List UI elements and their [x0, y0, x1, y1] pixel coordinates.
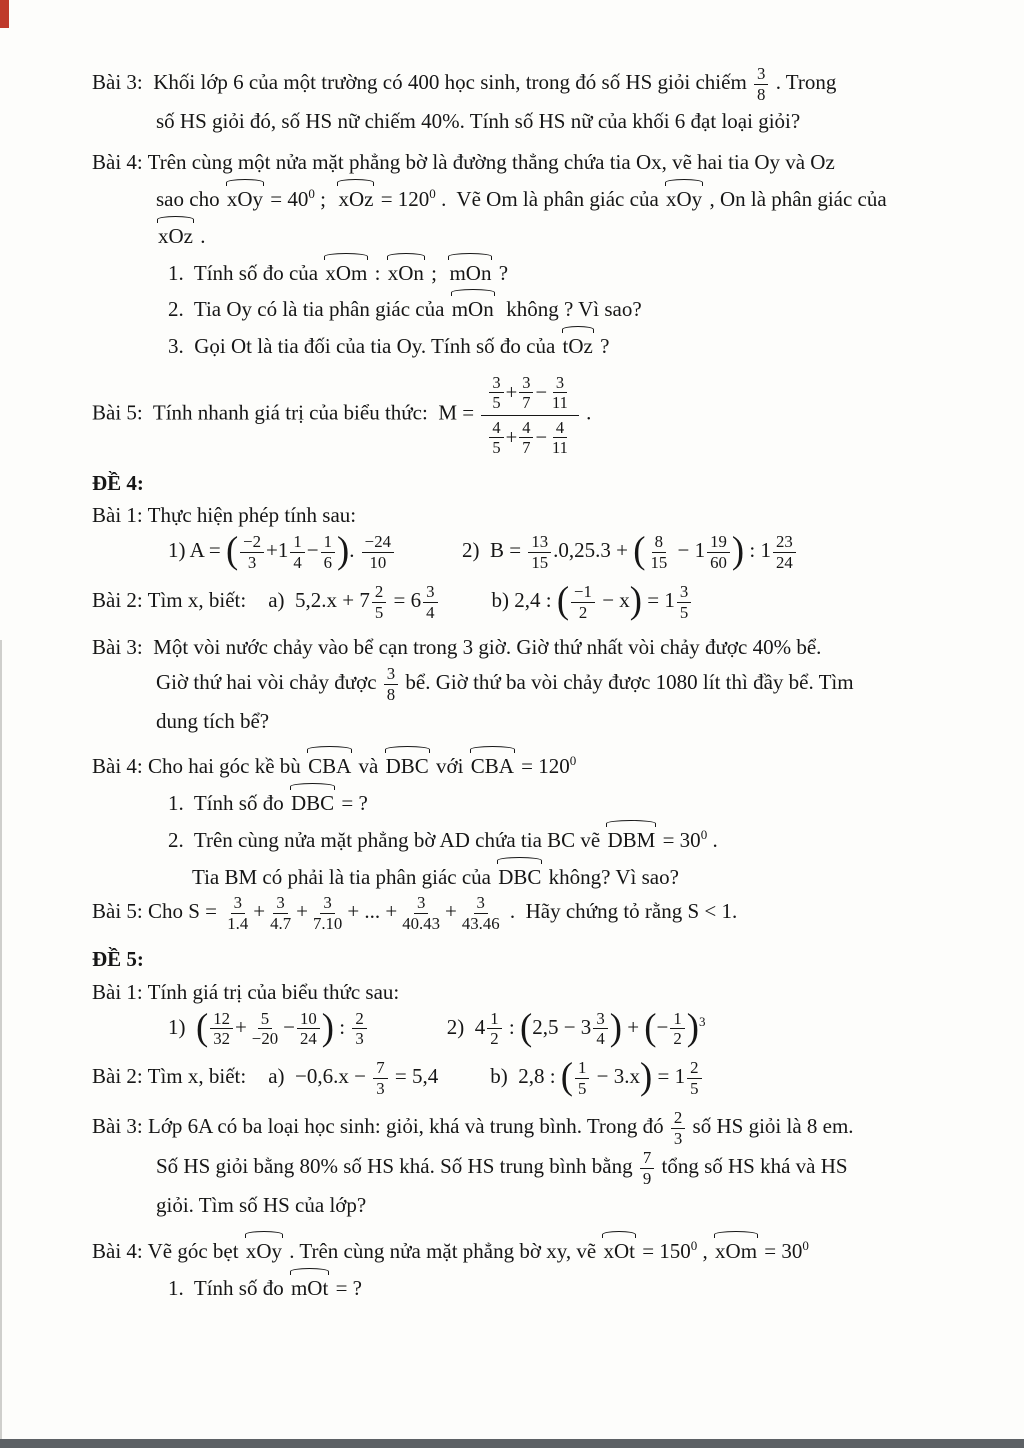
fraction [297, 1009, 320, 1050]
text-run: Bài 4: Vẽ góc bẹt [92, 1238, 244, 1263]
text-run: = 120 [515, 754, 570, 779]
fraction-denominator: 10 [369, 552, 387, 572]
angle-notation: xOn [386, 253, 426, 290]
text-run: với [430, 754, 469, 779]
fraction-denominator: 3 [376, 1079, 385, 1098]
de5-bai1 [92, 976, 992, 1009]
text-run: bể. Giờ thứ ba vòi chảy được 1080 lít thì đầy bể. Tìm [400, 670, 854, 695]
angle-notation: xOm [323, 253, 369, 290]
fraction-denominator: 8 [757, 84, 766, 104]
superscript: 0 [700, 826, 708, 842]
text-run: sao cho [156, 187, 225, 212]
angle-notation: mOn [450, 289, 496, 326]
text-run: 1. Tính số đo [168, 1275, 289, 1300]
fraction-denominator: 43.46 [461, 914, 500, 934]
fraction-numerator: 2 [372, 582, 386, 603]
fraction-numerator: 3 [519, 373, 533, 393]
de5-bai4 [92, 1231, 992, 1268]
angle-notation: tOz [561, 326, 595, 363]
de4-bai3-line1 [92, 631, 992, 664]
fraction-numerator: −1 [571, 582, 595, 603]
bai4-item2 [168, 289, 992, 326]
fraction [384, 664, 398, 705]
angle-notation: xOy [225, 179, 265, 216]
document-content [92, 64, 992, 1304]
text-run: ĐỀ 5: [92, 947, 144, 972]
text-run: . [707, 827, 718, 852]
fraction-denominator: 5 [492, 438, 501, 458]
photo-edge-left-artifact [0, 640, 2, 1439]
fraction-denominator: 1.4 [227, 914, 249, 934]
fraction-denominator: 4 [596, 1029, 605, 1049]
text-run: , On là phân giác của [704, 187, 887, 212]
fraction-denominator: 40.43 [402, 914, 441, 934]
fraction [459, 893, 503, 934]
de5-bai4-item1 [168, 1268, 992, 1305]
text-run: . Hãy chứng tỏ rằng S < 1. [504, 899, 738, 924]
fraction-denominator: 3 [673, 1128, 683, 1148]
text-run: Bài 5: Tính nhanh giá trị của biểu thức: M = [92, 400, 480, 425]
text-run: Bài 1: Thực hiện phép tính sau: [92, 503, 357, 528]
angle-notation: CBA [306, 746, 353, 783]
angle-notation: xOm [713, 1231, 759, 1268]
text-run: Bài 4: Trên cùng một nửa mặt phẳng bờ là đường thẳng chứa tia Ox, vẽ hai tia Oy và Oz [92, 150, 835, 175]
superscript: 0 [802, 1237, 809, 1253]
text-run: + [235, 1014, 247, 1039]
de4-bai3-line2 [156, 664, 992, 705]
angle-notation: DBC [289, 783, 336, 820]
de5-bai3-line1 [92, 1108, 992, 1149]
fraction-numerator: 3 [489, 373, 503, 393]
de4-bai4-item2b [192, 857, 992, 894]
text-run: = 5,4 [389, 1064, 439, 1089]
text-run: Bài 3: Một vòi nước chảy vào bể cạn trong 3 giờ. Giờ thứ nhất vòi chảy được 40% bể. [92, 635, 822, 660]
de5-heading [92, 943, 992, 976]
text-run: tổng số HS khá và HS [656, 1154, 848, 1179]
fraction-numerator: 3 [553, 373, 567, 393]
superscript: 0 [569, 753, 577, 769]
fraction [240, 532, 264, 573]
text-run: = 120 [375, 187, 430, 212]
fraction-numerator: 7 [373, 1058, 387, 1079]
text-run: + [621, 1014, 645, 1039]
angle-notation: DBC [384, 746, 431, 783]
fraction-numerator: 3 [231, 893, 245, 914]
fraction-numerator: 3 [384, 664, 398, 685]
fraction [352, 1009, 366, 1050]
fraction [571, 582, 595, 623]
fraction [487, 1009, 501, 1050]
fraction-numerator: 4 [553, 418, 567, 438]
fraction [647, 532, 670, 573]
angle-notation: mOt [289, 1268, 330, 1305]
text-run: Bài 2: Tìm x, biết: [92, 1064, 247, 1089]
fraction-denominator: 4 [293, 552, 302, 572]
text-run: 1) A = [168, 538, 226, 563]
fraction-denominator: 5 [690, 1079, 699, 1098]
fraction-denominator: 4.7 [270, 914, 292, 934]
text-run: + [445, 899, 457, 924]
fraction-denominator: 11 [552, 438, 568, 458]
text-run: Bài 5: Cho S = [92, 899, 223, 924]
fraction-denominator: 5 [492, 393, 501, 413]
text-run: . Trên cùng nửa mặt phẳng bờ xy, vẽ [284, 1238, 602, 1263]
fraction-numerator: 5 [258, 1009, 272, 1030]
text-run: + ... + [347, 899, 398, 924]
fraction [575, 1058, 589, 1099]
text-run: 2. Tia Oy có là tia phân giác của [168, 297, 450, 322]
de4-heading [92, 467, 992, 500]
fraction [310, 893, 345, 934]
fraction [677, 582, 691, 623]
text-run: . [580, 400, 592, 425]
fraction [549, 373, 571, 413]
fraction-numerator: 13 [528, 532, 551, 553]
fraction-numerator: 4 [489, 418, 503, 438]
text-run: Bài 1: Tính giá trị của biểu thức sau: [92, 979, 400, 1004]
fraction-denominator: 4 [426, 602, 435, 622]
fraction-numerator: 3 [677, 582, 691, 603]
fraction [372, 582, 386, 623]
fraction-denominator: 24 [775, 552, 793, 572]
fraction-denominator: 7.10 [312, 914, 343, 934]
text-run: − [535, 426, 548, 449]
text-run: − 1 [672, 538, 706, 563]
text-run: = ? [336, 791, 368, 816]
fraction-numerator: 1 [321, 532, 335, 553]
fraction-numerator: 3 [273, 893, 287, 914]
fraction [210, 1009, 233, 1050]
angle-notation: xOy [664, 179, 704, 216]
text-run: a) 5,2.x + 7 [268, 587, 370, 612]
fraction-numerator: 3 [474, 893, 488, 914]
angle-notation: xOz [156, 216, 195, 253]
de5-bai3-line3 [156, 1189, 992, 1222]
fraction-numerator: 3 [423, 582, 437, 603]
photo-edge-red-artifact [0, 0, 9, 28]
angle-notation: xOt [601, 1231, 637, 1268]
de5-bai1-formulas: 1) ( $\frac{12}{32}$ + $\frac{5}{-20}$ − $\frac{10}{24}$ ) : $\frac{2}{3}$ 2) 4 $\frac{1}{2}$ : (2,5 − 3 $\frac{3}{4}$ ) + (− $\frac{1}{2}$ )$^3$ [168, 1004, 706, 1049]
fraction [593, 1009, 607, 1050]
de4-bai1-formulas: 1) A = ( $\frac{-2}{3}$ +1 $\frac{1}{4}$ − $\frac{1}{6}$ ). $\frac{-24}{10}$ 2) B = $\frac{13}{15}$ .0,25.3 + ( $\frac{8}{15}$ − 1 $\frac{19}{60}$ ) : 1 $\frac{23}{24}$ [168, 532, 992, 573]
text-run: + [296, 899, 308, 924]
text-run: Bài 2: Tìm x, biết: [92, 587, 247, 612]
fraction [549, 418, 571, 458]
fraction-numerator: 2 [671, 1108, 685, 1129]
photo-edge-bottom-artifact [0, 1439, 1024, 1448]
text-run: + [253, 899, 266, 924]
fraction [707, 532, 730, 573]
angle-notation: mOn [447, 253, 493, 290]
text-run: ; [314, 187, 337, 212]
fraction [399, 893, 443, 934]
fraction [267, 893, 294, 934]
fraction-numerator: 23 [773, 532, 796, 553]
text-run: 2) B = [462, 538, 527, 563]
de4-bai4-item2 [168, 820, 992, 857]
fraction [640, 1148, 654, 1189]
text-run: số HS giỏi đó, số HS nữ chiếm 40%. Tính số HS nữ của khối 6 đạt loại giỏi? [156, 108, 801, 133]
text-run: Giờ thứ hai vòi chảy được [156, 670, 382, 695]
text-run: + [505, 381, 518, 404]
fraction-denominator: 7 [522, 393, 531, 413]
bai5-formula [92, 372, 992, 458]
fraction-denominator: 2 [490, 1029, 499, 1049]
fraction-denominator: 24 [299, 1029, 317, 1049]
text-run: và [353, 754, 384, 779]
text-run: = 150 [636, 1238, 691, 1263]
de4-bai3-line3 [156, 705, 992, 738]
text-run: = 40 [265, 187, 309, 212]
text-run: không ? Vì sao? [495, 297, 642, 322]
superscript: 0 [308, 186, 315, 202]
angle-notation: DBM [605, 820, 657, 857]
superscript: 0 [429, 186, 436, 202]
bai4-line1 [92, 146, 992, 179]
text-run: − [535, 381, 548, 404]
superscript: 0 [690, 1237, 698, 1253]
fraction-numerator: 3 [414, 893, 428, 914]
fraction-numerator: 2 [352, 1009, 366, 1030]
text-run: : 1 [744, 538, 771, 563]
text-run: − x [596, 587, 630, 612]
fraction-numerator: 1 [670, 1009, 684, 1030]
text-run: giỏi. Tìm số HS của lớp? [156, 1193, 367, 1218]
text-run: Bài 3: Khối lớp 6 của một trường có 400 học sinh, trong đó số HS giỏi chiếm [92, 70, 753, 95]
text-run: số HS giỏi là 8 em. [687, 1113, 854, 1138]
big-fraction [481, 372, 579, 458]
text-run: : [334, 1014, 351, 1039]
text-run: Bài 3: Lớp 6A có ba loại học sinh: giỏi, khá và trung bình. Trong đó [92, 1113, 669, 1138]
bai4-line3 [156, 216, 992, 253]
fraction [687, 1058, 701, 1099]
text-run: . Vẽ Om là phân giác của [435, 187, 665, 212]
fraction-denominator: 8 [386, 684, 396, 704]
bai3-line1 [92, 64, 992, 105]
fraction [489, 373, 503, 413]
fraction-numerator: 3 [320, 893, 334, 914]
fraction-denominator: 3 [247, 552, 257, 572]
fraction-denominator: 11 [552, 393, 568, 413]
text-run: . Trong [770, 70, 837, 95]
fraction [224, 893, 251, 934]
text-run: − [656, 1014, 669, 1039]
fraction [754, 64, 768, 105]
text-run: b) 2,4 : [491, 587, 557, 612]
fraction-numerator: 4 [519, 418, 533, 438]
text-run: .0,25.3 + [553, 538, 634, 563]
text-run: − 3.x [591, 1064, 641, 1089]
text-run: ? [594, 334, 610, 359]
fraction [290, 532, 304, 573]
fraction [249, 1009, 281, 1050]
angle-notation: CBA [469, 746, 516, 783]
fraction [670, 1009, 684, 1050]
text-run: 2,5 − 3 [532, 1014, 592, 1039]
text-run: . [195, 223, 206, 248]
text-run: = 30 [657, 827, 701, 852]
fraction-numerator: 2 [687, 1058, 701, 1079]
text-run: ĐỀ 4: [92, 470, 144, 495]
text-run: = 1 [642, 587, 675, 612]
text-run: b) 2,8 : [490, 1064, 561, 1089]
text-run: 3. Gọi Ot là tia đối của tia Oy. Tính số đo của [168, 334, 561, 359]
text-run: = 1 [652, 1064, 686, 1089]
fraction-denominator: 2 [673, 1029, 682, 1049]
big-fraction-numerator [481, 372, 579, 416]
text-run: , [697, 1238, 714, 1263]
angle-notation: DBC [496, 857, 543, 894]
text-run: ? [493, 260, 509, 285]
fraction-numerator: 12 [210, 1009, 233, 1030]
fraction-numerator: −2 [240, 532, 264, 553]
fraction [373, 1058, 387, 1099]
text-run: Số HS giỏi bằng 80% số HS khá. Số HS trung bình bằng [156, 1154, 638, 1179]
fraction [519, 418, 533, 458]
angle-notation: xOz [336, 179, 375, 216]
fraction [773, 532, 796, 573]
text-run: Bài 4: Cho hai góc kề bù [92, 754, 307, 779]
fraction-numerator: 10 [297, 1009, 320, 1030]
big-fraction-denominator [481, 416, 579, 458]
fraction [362, 532, 394, 573]
text-run: : [369, 260, 386, 285]
text-run: = 30 [759, 1238, 803, 1263]
text-run: 2. Trên cùng nửa mặt phẳng bờ AD chứa tia BC vẽ [168, 827, 606, 852]
fraction-denominator: 5 [679, 602, 689, 622]
text-run: : [503, 1014, 520, 1039]
text-run: − [283, 1014, 295, 1039]
fraction-denominator: 7 [522, 438, 531, 458]
text-run: ; [425, 260, 448, 285]
bai4-item3 [168, 326, 992, 363]
text-run: Tia BM có phải là tia phân giác của [192, 864, 497, 889]
text-run: a) −0,6.x − [268, 1064, 372, 1089]
bai4-item1 [168, 253, 992, 290]
text-run: + [505, 426, 518, 449]
text-run: − [306, 538, 319, 563]
text-run: 1. Tính số đo của [168, 260, 324, 285]
fraction-denominator: 2 [578, 602, 588, 622]
bai4-line2 [156, 179, 992, 216]
text-run: 1) [168, 1014, 196, 1039]
text-run: +1 [266, 538, 289, 563]
de4-bai4-item1 [168, 783, 992, 820]
fraction-numerator: 7 [640, 1148, 654, 1169]
bai3-line2 [156, 105, 992, 138]
text-run: dung tích bể? [156, 708, 270, 733]
fraction-denominator: 15 [531, 552, 549, 572]
de5-bai2: Bài 2: Tìm x, biết: a) −0,6.x − $\frac{7}{3}$ = 5,4 b) 2,8 : ( $\frac{1}{5}$ − 3.x) = 1 $\frac{2}{5}$ [92, 1058, 992, 1099]
fraction-denominator: −20 [251, 1029, 279, 1049]
de5-bai3-line2 [156, 1148, 992, 1189]
fraction-denominator: 5 [374, 602, 384, 622]
fraction-numerator: 19 [707, 532, 730, 553]
fraction-numerator: 3 [754, 64, 768, 85]
de4-bai4 [92, 746, 992, 783]
text-run: . [349, 538, 360, 563]
fraction-denominator: 60 [710, 552, 727, 572]
fraction-denominator: 15 [650, 552, 668, 572]
fraction-denominator: 9 [642, 1169, 652, 1189]
fraction-numerator: 8 [652, 532, 666, 553]
text-run: = ? [330, 1275, 362, 1300]
fraction-denominator: 5 [578, 1079, 587, 1098]
superscript: 3 [699, 1013, 706, 1029]
angle-notation: xOy [244, 1231, 284, 1268]
de4-bai5 [92, 893, 992, 934]
fraction-numerator: 1 [487, 1009, 501, 1030]
fraction-denominator: 3 [355, 1029, 364, 1049]
text-run: 1. Tính số đo [168, 791, 289, 816]
fraction-numerator: 1 [575, 1058, 589, 1079]
text-run: không? Vì sao? [543, 864, 679, 889]
fraction-numerator: 1 [290, 532, 304, 553]
fraction [528, 532, 551, 573]
text-run: = 6 [388, 587, 422, 612]
fraction [671, 1108, 685, 1149]
fraction-numerator: 3 [593, 1009, 607, 1030]
de4-bai2: Bài 2: Tìm x, biết: a) 5,2.x + 7 $\frac{2}{5}$ = 6 $\frac{3}{4}$ b) 2,4 : ( $\frac{-1}{2}$ − x) = 1 $\frac{3}{5}$ [92, 582, 992, 623]
fraction [321, 532, 335, 573]
fraction-numerator: −24 [362, 532, 394, 553]
fraction [489, 418, 503, 458]
fraction [519, 373, 533, 413]
fraction [423, 582, 437, 623]
text-run: 2) 4 [446, 1014, 486, 1039]
fraction-denominator: 32 [213, 1029, 231, 1049]
fraction-denominator: 6 [323, 552, 333, 572]
